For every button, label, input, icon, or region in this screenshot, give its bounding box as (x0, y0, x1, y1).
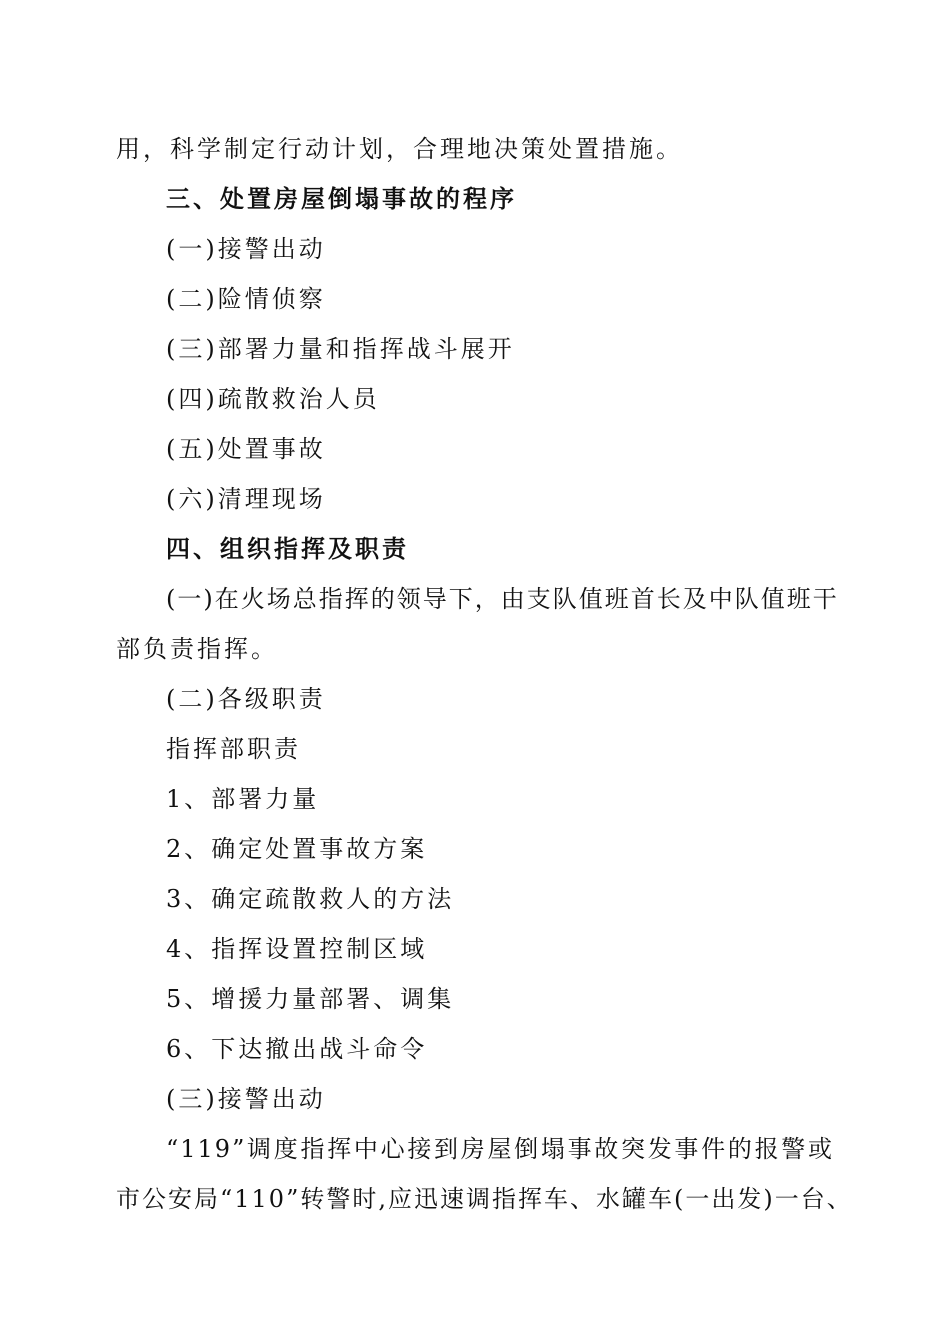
list-item: (二)险情侦察 (166, 285, 326, 313)
section-heading: 四、组织指挥及职责 (166, 535, 409, 563)
list-item: (二)各级职责 (166, 685, 326, 713)
list-item: 4、指挥设置控制区域 (166, 935, 428, 963)
body-text-line: 部负责指挥。 (116, 635, 278, 663)
list-item: (三)接警出动 (166, 1085, 326, 1113)
list-item: (一)接警出动 (166, 235, 326, 263)
body-text-line: 用，科学制定行动计划，合理地决策处置措施。 (116, 135, 683, 163)
list-item: 2、确定处置事故方案 (166, 835, 428, 863)
body-text-line: (一)在火场总指挥的领导下，由支队值班首长及中队值班干 (166, 585, 839, 613)
body-text-line: “119”调度指挥中心接到房屋倒塌事故突发事件的报警或 (166, 1135, 834, 1163)
section-heading: 三、处置房屋倒塌事故的程序 (166, 185, 517, 213)
list-item: (六)清理现场 (166, 485, 326, 513)
subheading: 指挥部职责 (166, 735, 301, 763)
list-item: 1、部署力量 (166, 785, 320, 813)
list-item: 3、确定疏散救人的方法 (166, 885, 455, 913)
list-item: (三)部署力量和指挥战斗展开 (166, 335, 515, 363)
list-item: 6、下达撤出战斗命令 (166, 1035, 428, 1063)
list-item: (五)处置事故 (166, 435, 326, 463)
body-text-line: 市公安局“110”转警时,应迅速调指挥车、水罐车(一出发)一台、 (116, 1185, 853, 1213)
list-item: 5、增援力量部署、调集 (166, 985, 455, 1013)
list-item: (四)疏散救治人员 (166, 385, 380, 413)
